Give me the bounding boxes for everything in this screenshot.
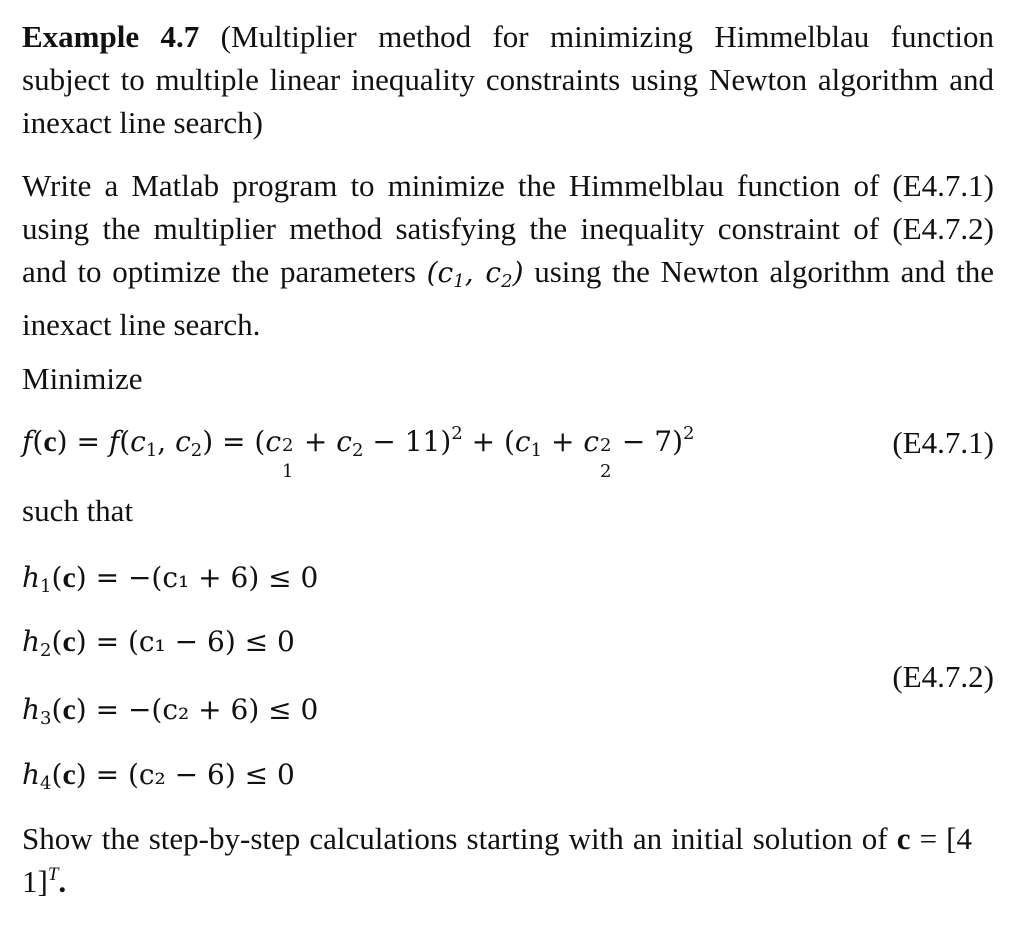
initial-vector-open: = [4 (910, 821, 972, 856)
initial-vector-second: 1] (22, 864, 48, 899)
example-label: Example 4.7 (22, 19, 200, 54)
parameter-tuple: ($c_1$, $c_2$) (426, 256, 524, 292)
constraints-equation-number: (E4.7.2) (892, 659, 994, 694)
constraint-h1: $h_1(c) = -(c_1 + 6) \le 0$ (22, 561, 319, 597)
transpose-mark: T (47, 864, 59, 885)
initial-vector-symbol: c (896, 821, 911, 856)
example-description: (Multiplier method for minimizing Himmelblau function subject to multiple linear inequality constraints using Newton algorithm and inexact line search) (22, 19, 994, 140)
constraint-h3: $h_3(c) = -(c_2 + 6) \le 0$ (22, 693, 319, 729)
objective-equation: $f(c) = f(c_1$, $c_2) = (c$ 2 1 + $c_2 - 11)^2 + (c_1 + c$ 2 2 − 7)$^2$ (22, 423, 695, 482)
statement-part-1: Write a Matlab program to minimize the Himmelblau function of (E4.7.1) using the multiplier method satisfying the inequality constraint of (E4.7.2) and to optimize the parameters (22, 168, 994, 289)
final-period: . (58, 864, 67, 899)
statement-part-2: using the Newton algorithm and the inexact line search. (22, 254, 994, 342)
problem-statement (22, 164, 994, 346)
example-title (22, 15, 994, 144)
instruction-text: Show the step-by-step calculations starting with an initial solution of (22, 821, 888, 856)
such-that-text: such that (22, 493, 134, 528)
minimize-heading: Minimize (22, 361, 143, 396)
document-page (22, 0, 994, 950)
constraint-h4: $h_4(c) = (c_2 - 6) \le 0$ (22, 758, 295, 794)
objective-equation-number: (E4.7.1) (892, 425, 994, 460)
constraint-h2: $h_2(c) = (c_1 - 6) \le 0$ (22, 625, 295, 661)
instruction-paragraph (22, 817, 994, 903)
